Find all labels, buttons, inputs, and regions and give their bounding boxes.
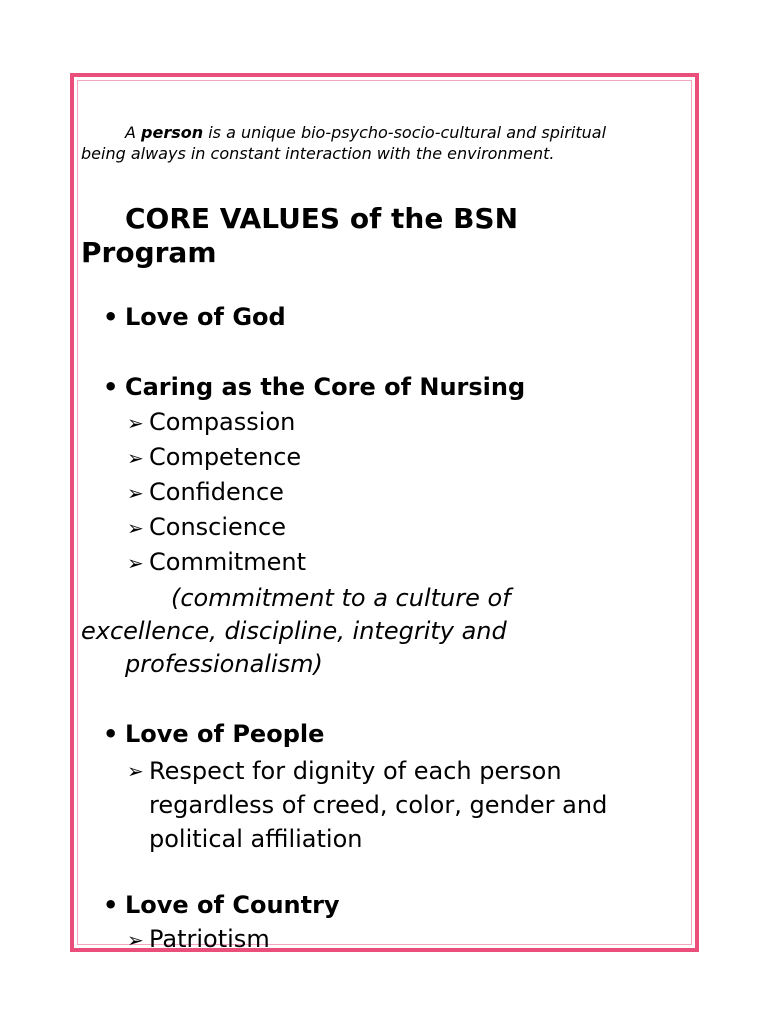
arrow-bullet-icon: ➢ <box>127 928 144 952</box>
country-item <box>127 922 270 952</box>
arrow-bullet-icon: ➢ <box>127 551 144 575</box>
caring-item <box>127 475 284 510</box>
value-label: Love of God <box>125 303 286 331</box>
caring-item <box>127 545 306 580</box>
arrow-bullet-icon: ➢ <box>127 481 144 505</box>
value-love-of-country <box>103 890 340 920</box>
arrow-bullet-icon: ➢ <box>127 516 144 540</box>
bullet-icon: • <box>103 373 119 401</box>
bullet-icon: • <box>103 303 119 331</box>
caring-item-label: Commitment <box>149 548 307 576</box>
note-line2: excellence, discipline, integrity and <box>81 617 507 645</box>
arrow-bullet-icon: ➢ <box>127 759 144 783</box>
note-line1: (commitment to a culture of <box>171 584 511 612</box>
value-label: Love of People <box>125 720 325 748</box>
arrow-bullet-icon: ➢ <box>127 446 144 470</box>
note-line3: professionalism) <box>125 650 323 678</box>
intro-prefix: A <box>125 123 142 142</box>
intro-line2: being always in constant interaction with the environment. <box>81 144 555 163</box>
person-definition <box>81 122 681 164</box>
arrow-bullet-icon: ➢ <box>127 411 144 435</box>
caring-item-label: Competence <box>149 443 302 471</box>
bullet-icon: • <box>103 720 119 748</box>
value-label: Love of Country <box>125 891 340 919</box>
value-label: Caring as the Core of Nursing <box>125 373 526 401</box>
intro-term: person <box>141 123 204 142</box>
people-item <box>127 753 687 856</box>
commitment-note <box>81 582 691 681</box>
intro-line1-rest: is a unique bio-psycho-socio-cultural and spiritual <box>203 123 607 142</box>
caring-item <box>127 440 301 475</box>
caring-item <box>127 510 286 545</box>
caring-item <box>127 405 295 440</box>
country-item-label: Patriotism <box>149 925 270 952</box>
value-love-of-people <box>103 719 324 749</box>
document-frame <box>70 73 699 952</box>
value-caring <box>103 372 525 402</box>
bullet-icon: • <box>103 891 119 919</box>
value-love-of-god <box>103 302 286 332</box>
caring-item-label: Conscience <box>149 513 286 541</box>
title-line1: CORE VALUES of the BSN <box>125 202 519 235</box>
people-item-label: Respect for dignity of each person regardless of creed, color, gender and political affiliation <box>149 757 608 853</box>
title-line2: Program <box>81 236 217 269</box>
caring-item-label: Compassion <box>149 408 296 436</box>
page-title <box>81 202 681 270</box>
caring-item-label: Confidence <box>149 478 284 506</box>
